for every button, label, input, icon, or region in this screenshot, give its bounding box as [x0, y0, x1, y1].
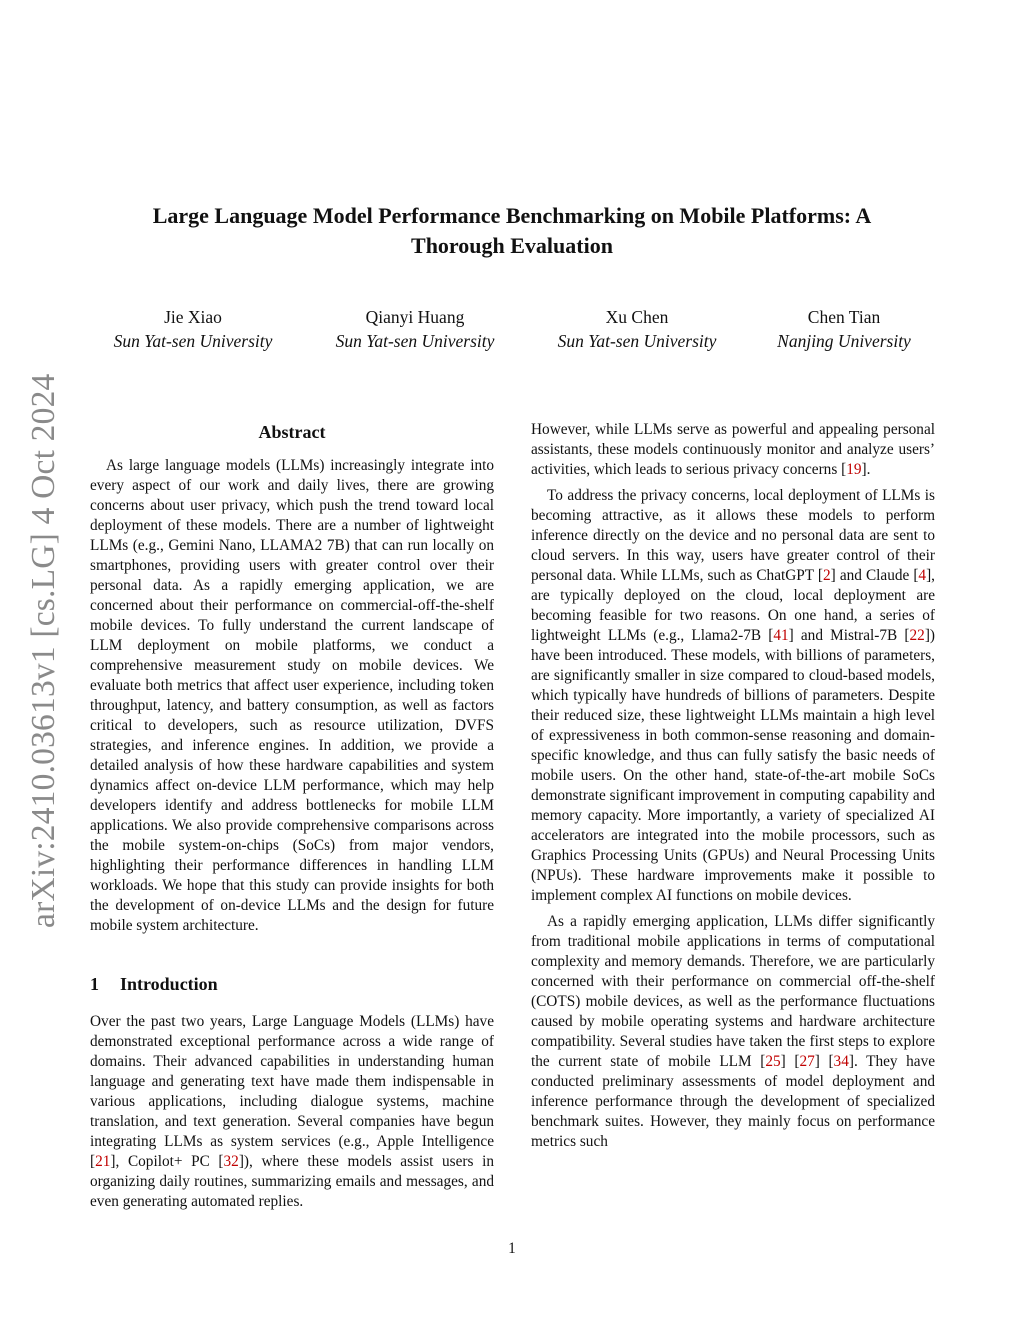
paragraph-text: ] and Mistral-7B [	[788, 627, 910, 644]
author-block	[542, 305, 732, 353]
author-name: Xu Chen	[605, 307, 669, 327]
paragraph-text: ] [	[814, 1053, 834, 1070]
title-line-1: Large Language Model Performance Benchmarking on Mobile Platforms: A	[152, 203, 872, 228]
body-paragraph	[531, 912, 935, 1152]
author-block	[749, 305, 939, 353]
page-number: 1	[508, 1240, 516, 1257]
author-block	[98, 305, 288, 353]
citation-link[interactable]: 25	[765, 1053, 781, 1070]
citation-link[interactable]: 27	[799, 1053, 815, 1070]
title-line-2: Thorough Evaluation	[411, 233, 613, 258]
paragraph-text: ] and Claude [	[830, 567, 919, 584]
paragraph-text: As a rapidly emerging application, LLMs differ significantly from traditional mobile applications in terms of computational complexity and memory demands. Therefore, we are particularly concerned with their performance on commercial off-the-shelf (COTS) mobile devices, as well as the performance fluctuations caused by mobile operating systems and hardware architecture compatibility. Several studies have taken the first steps to explore the current state of mobile LLM [	[531, 913, 935, 1070]
citation-link[interactable]: 34	[833, 1053, 849, 1070]
author-affiliation: Sun Yat-sen University	[557, 331, 717, 351]
section-heading-introduction	[90, 972, 494, 996]
paragraph-text: ]) have been introduced. These models, with billions of parameters, are significantly smaller in size compared to cloud-based models, which typically have hundreds of billions of parameters. Despite their reduced size, these lightweight LLMs maintain a high level of expressiveness in both common-sense reasoning and domain-specific knowledge, and thus can fully satisfy the basic needs of mobile users. On the other hand, state-of-the-art mobile SoCs demonstrate significant improvement in computing capability and memory capacity. More importantly, a variety of specialized AI accelerators are integrated into the mobile processors, such as Graphics Processing Units (GPUs) and Neural Processing Units (NPUs). These hardware improvements make it possible to implement complex AI functions on mobile devices.	[531, 627, 936, 904]
author-name: Qianyi Huang	[365, 307, 465, 327]
author-affiliation: Sun Yat-sen University	[335, 331, 495, 351]
citation-link[interactable]: 22	[909, 627, 925, 644]
paragraph-text: Over the past two years, Large Language Models (LLMs) have demonstrated exceptional performance across a wide range of domains. Their advanced capabilities in understanding human language and generating text have made them indispensable in various applications, including dialogue systems, machine translation, and text generation. Several companies have begun integrating LLMs as system services (e.g., Apple Intelligence [	[90, 1013, 494, 1170]
body-paragraph	[531, 420, 935, 480]
author-name: Chen Tian	[807, 307, 881, 327]
paper-title	[100, 201, 924, 261]
section-number: 1	[90, 974, 99, 994]
paragraph-text: ] [	[780, 1053, 800, 1070]
arxiv-stamp-text: arXiv:2410.03613v1 [cs.LG] 4 Oct 2024	[25, 373, 62, 928]
citation-link[interactable]: 41	[773, 627, 789, 644]
paragraph-text: ], are typically deployed on the cloud, local deployment are becoming feasible for two reasons. On one hand, a series of lightweight LLMs (e.g., Llama2-7B [	[531, 567, 935, 644]
paragraph-text: ]. They have conducted preliminary assessments of model deployment and inference performance through the development of specialized benchmark suites. However, they mainly focus on performance metrics such	[531, 1053, 936, 1150]
citation-link[interactable]: 21	[95, 1153, 111, 1170]
abstract-text: As large language models (LLMs) increasingly integrate into every aspect of our work and daily lives, there are growing concerns about user privacy, which push the trend toward local deployment of these models. There are a number of lightweight LLMs (e.g., Gemini Nano, LLAMA2 7B) that can run locally on smartphones, providing users with greater control over their personal data. As a rapidly emerging application, we are concerned about their performance on commercial-off-the-shelf mobile devices. To fully understand the current landscape of LLM deployment on mobile platforms, we conduct a comprehensive measurement study on mobile devices. We evaluate both metrics that affect user experience, including token throughput, latency, and battery consumption, as well as factors critical to developers, such as resource utilization, DVFS strategies, and inference engines. In addition, we provide a detailed analysis of how these hardware capabilities and system dynamics affect on-device LLM performance, which may help developers identify and address bottlenecks for mobile LLM applications. We also provide comprehensive comparisons across the mobile system-on-chips (SoCs) from major vendors, highlighting their performance differences in handling LLM workloads. We hope that this study can provide insights for both the development of on-device LLMs and the design for future mobile system architecture.	[90, 457, 494, 934]
author-name: Jie Xiao	[164, 307, 222, 327]
author-affiliation: Nanjing University	[777, 331, 911, 351]
paragraph-text: To address the privacy concerns, local deployment of LLMs is becoming attractive, as it allows these models to perform inference directly on the device and no personal data are sent to cloud servers. In this way, users have greater control of their personal data. While LLMs, such as ChatGPT [	[531, 487, 935, 584]
citation-link[interactable]: 32	[223, 1153, 239, 1170]
right-column	[531, 420, 935, 1158]
paragraph-text: ].	[861, 461, 871, 478]
author-affiliation: Sun Yat-sen University	[113, 331, 273, 351]
body-paragraph	[531, 486, 935, 906]
citation-link[interactable]: 19	[846, 461, 862, 478]
section-title: Introduction	[120, 974, 218, 994]
paragraph-text: However, while LLMs serve as powerful and appealing personal assistants, these models continuously monitor and analyze users’ activities, which leads to serious privacy concerns [	[531, 421, 935, 478]
abstract-heading: Abstract	[258, 422, 326, 442]
paragraph-text: ]), where these models assist users in organizing daily routines, summarizing emails and messages, and even generating automated replies.	[90, 1153, 494, 1210]
citation-link[interactable]: 4	[918, 567, 927, 584]
left-column	[90, 420, 494, 1218]
citation-link[interactable]: 2	[823, 567, 831, 584]
paragraph-text: ], Copilot+ PC [	[110, 1153, 224, 1170]
arxiv-stamp	[18, 368, 70, 928]
intro-paragraph	[90, 1012, 494, 1212]
author-block	[320, 305, 510, 353]
